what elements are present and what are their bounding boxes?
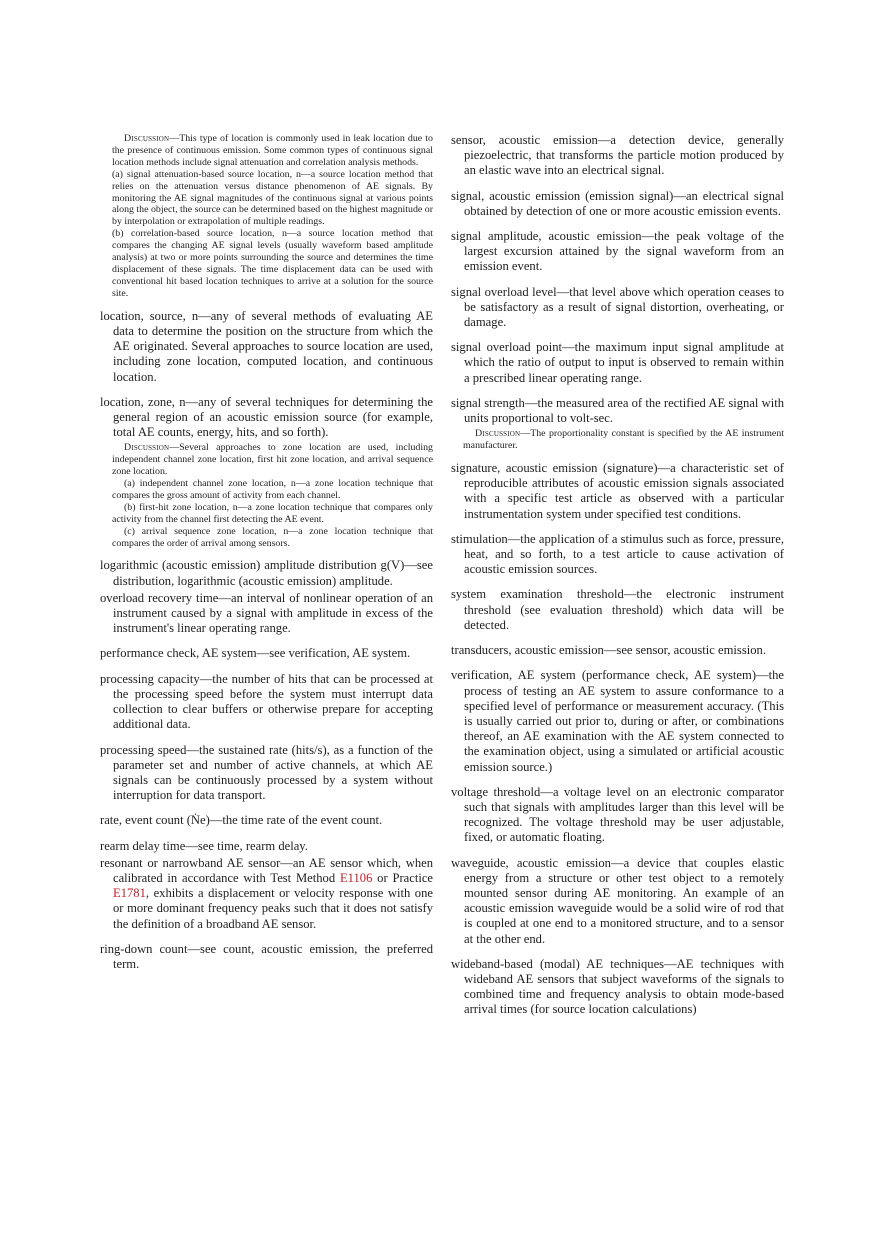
- entry-stimulation: stimulation—the application of a stimulus such as force, pressure, heat, and so forth, to a test article to cause activation of acoustic emission sources.: [451, 531, 784, 577]
- discussion-sub-a: (a) independent channel zone location, n—a zone location technique that compares the gross amount of activity from each channel.: [112, 478, 433, 501]
- reference-link-e1106[interactable]: E1106: [339, 870, 373, 885]
- entry-rate-event-count: rate, event count (Ṅe)—the time rate of the event count.: [100, 813, 383, 828]
- entry-logarithmic-distribution: logarithmic (acoustic emission) amplitude distribution g(V)—see distribution, logarithmic (acoustic emission) amplitude.: [100, 558, 433, 588]
- entry-rearm-delay-time: rearm delay time—see time, rearm delay.: [100, 838, 308, 853]
- discussion-paragraph: [463, 428, 784, 452]
- entry-waveguide: waveguide, acoustic emission—a device that couples elastic energy from a structure or other test object to a remotely mounted sensor during AE monitoring. An example of an acoustic emission waveguide would be a solid wire of rod that is coupled at one end to a monitored structure, and to a sensor at the other end.: [451, 855, 784, 946]
- entry-performance-check: performance check, AE system—see verification, AE system.: [100, 646, 411, 661]
- entry-signature: signature, acoustic emission (signature)—a characteristic set of reproducible attributes of acoustic emission signals associated with a specific test article as observed with a particular instrumentation system under specified test conditions.: [451, 461, 784, 521]
- discussion-zone-location: [100, 442, 433, 549]
- entry-signal-overload-level: signal overload level—that level above which operation ceases to be satisfactory as a result of signal distortion, overheating, or damage.: [451, 284, 784, 330]
- entry-location-source: location, source, n—any of several methods of evaluating AE data to determine the position on the structure from which the AE originated. Several approaches to source location are used, including zone location, computed location, and continuous location.: [100, 308, 433, 384]
- discussion-paragraph: [112, 133, 433, 169]
- entry-overload-recovery-time: overload recovery time—an interval of nonlinear operation of an instrument caused by a signal with amplitude in excess of the instrument's linear operating range.: [100, 590, 433, 636]
- resonant-text-end: , exhibits a displacement or velocity response with one or more dominant frequency peaks such that it does not satisfy the definition of a broadband AE sensor.: [113, 886, 433, 931]
- entry-signal-acoustic-emission: signal, acoustic emission (emission signal)—an electrical signal obtained by detection of one or more acoustic emission events.: [451, 188, 784, 218]
- discussion-text: —This type of location is commonly used in leak location due to the presence of continuous emission. Some common types of continuous signal location methods include signal attenuation and correlation analysis methods.: [112, 133, 433, 168]
- right-column: [451, 133, 784, 1028]
- discussion-label: Discussion: [124, 133, 170, 144]
- discussion-continuous-location: [100, 133, 433, 300]
- entry-resonant-sensor: [100, 856, 433, 932]
- entry-location-zone: location, zone, n—any of several techniques for determining the general region of an acoustic emission source (for example, total AE counts, energy, hits, and so forth).: [100, 394, 433, 440]
- entry-transducers: transducers, acoustic emission—see sensor, acoustic emission.: [451, 643, 766, 658]
- resonant-text-start: resonant or narrowband AE sensor—an AE sensor which, when calibrated in accordance with Test Method: [100, 855, 433, 885]
- entry-voltage-threshold: voltage threshold—a voltage level on an electronic comparator such that signals with amplitudes larger than this level will be recognized. The voltage threshold may be user adjustable, fixed, or automatic floating.: [451, 784, 784, 845]
- entry-wideband-techniques: wideband-based (modal) AE techniques—AE techniques with wideband AE sensors that subject waveforms of the signals to combined time and frequency analysis to obtain mode-based arrival times (for source location calculations): [451, 956, 784, 1017]
- entry-signal-amplitude: signal amplitude, acoustic emission—the peak voltage of the largest excursion attained by the signal waveform from an emission event.: [451, 229, 784, 274]
- entry-ring-down-count: ring-down count—see count, acoustic emission, the preferred term.: [100, 941, 433, 971]
- left-column: [100, 133, 433, 982]
- discussion-label: Discussion: [475, 428, 521, 440]
- discussion-paragraph: [112, 442, 433, 478]
- entry-processing-capacity: processing capacity—the number of hits that can be processed at the processing speed before the system must interrupt data collection to clear buffers or otherwise prepare for accepting additional data.: [100, 671, 433, 732]
- discussion-label: Discussion: [124, 442, 170, 454]
- discussion-sub-c: (c) arrival sequence zone location, n—a zone location technique that compares the order of arrival among sensors.: [112, 525, 433, 549]
- entry-processing-speed: processing speed—the sustained rate (hits/s), as a function of the parameter set and number of active channels, at which AE signals can be continuously processed by a system without interruption for data transport.: [100, 742, 433, 803]
- entry-signal-overload-point: signal overload point—the maximum input signal amplitude at which the ratio of output to input is observed to remain within a prescribed linear operating range.: [451, 340, 784, 385]
- resonant-text-middle: or Practice: [372, 870, 433, 885]
- entry-system-examination-threshold: system examination threshold—the electronic instrument threshold (see evaluation threshold) which data will be detected.: [451, 587, 784, 632]
- discussion-text: —Several approaches to zone location are used, including independent channel zone location, first hit zone location, and arrival sequence zone location.: [112, 442, 433, 478]
- discussion-sub-b: (b) first-hit zone location, n—a zone location technique that compares only activity from the channel first detecting the AE event.: [112, 501, 433, 525]
- discussion-text: —The proportionality constant is specified by the AE instrument manufacturer.: [463, 428, 784, 452]
- entry-verification: verification, AE system (performance check, AE system)—the process of testing an AE system to assure conformance to a specified level of performance or measurement accuracy. (This is usually carried out prior to, during or after, or combinations thereof, an AE examination with the AE system connected to the examination object, using a simulated or artificial acoustic emission source.): [451, 668, 784, 774]
- entry-signal-strength: signal strength—the measured area of the rectified AE signal with units proportional to volt-sec.: [451, 395, 784, 426]
- discussion-sub-b: (b) correlation-based source location, n—a source location method that compares the changing AE signal levels (usually waveform based amplitude analysis) at two or more points surrounding the source and determines the time displacement of these signals. The time displacement data can be used with conventional hit based location techniques to arrive at a solution for the source site.: [112, 228, 433, 299]
- entry-sensor-acoustic-emission: sensor, acoustic emission—a detection device, generally piezoelectric, that transforms the particle motion produced by an elastic wave into an electrical signal.: [451, 133, 784, 178]
- discussion-signal-strength: [451, 428, 784, 452]
- discussion-sub-a: (a) signal attenuation-based source location, n—a source location method that relies on the attenuation versus distance phenomenon of AE signals. By monitoring the AE signal magnitudes of the continuous signal at various points along the object, the source can be determined based on the highest magnitude or by interpolation or extrapolation of multiple readings.: [112, 168, 433, 228]
- reference-link-e1781[interactable]: E1781: [113, 886, 146, 901]
